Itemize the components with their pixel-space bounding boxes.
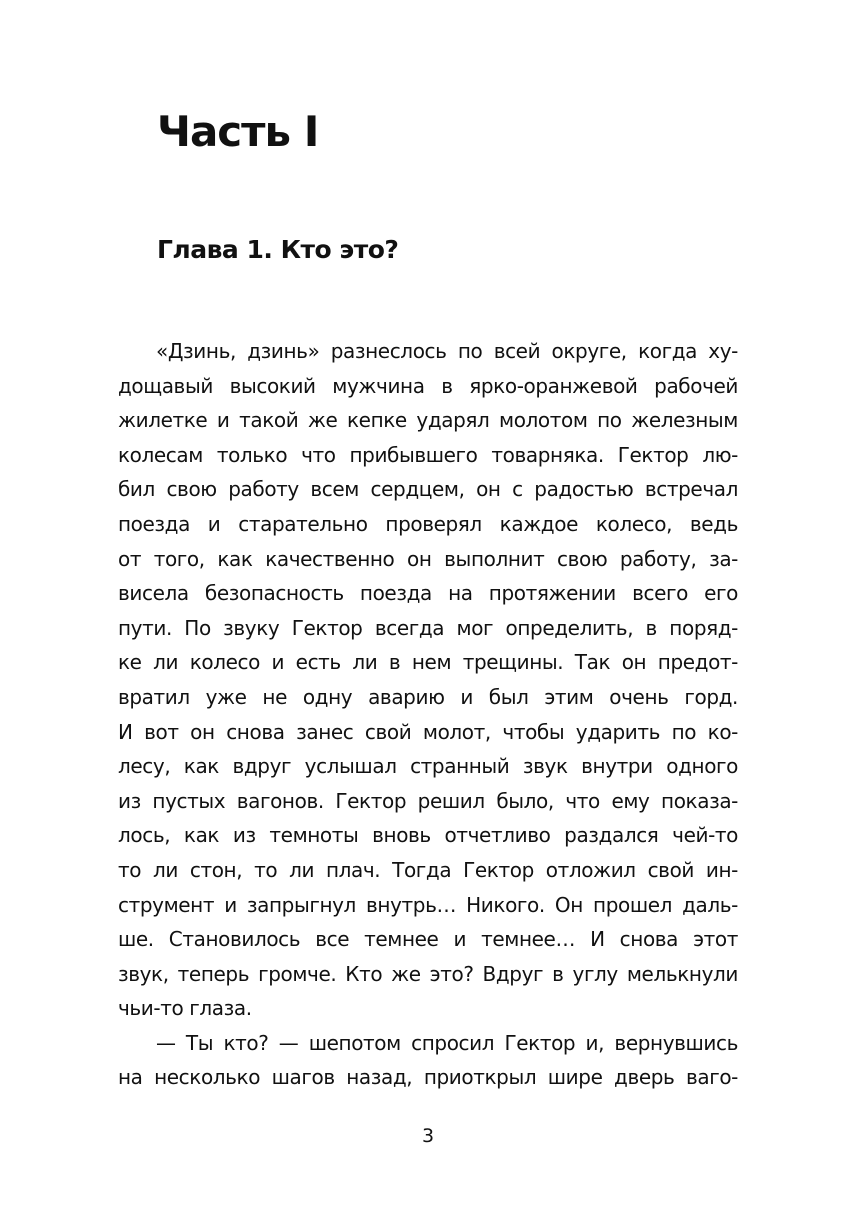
text-line: звук, теперь громче. Кто же это? Вдруг в углу мелькнули bbox=[118, 961, 738, 986]
text-line: лось, как из темноты вновь отчетливо раздался чей-то bbox=[118, 823, 738, 848]
text-line: колесам только что прибывшего товарняка. Гектор лю- bbox=[118, 442, 738, 467]
body-text bbox=[118, 334, 738, 1095]
text-line: бил свою работу всем сердцем, он с радостью встречал bbox=[118, 477, 738, 502]
text-line: пути. По звуку Гектор всегда мог определить, в поряд- bbox=[118, 615, 738, 640]
part-title: Часть I bbox=[157, 107, 319, 156]
text-line: висела безопасность поезда на протяжении всего его bbox=[118, 581, 738, 606]
text-line: жилетке и такой же кепке ударял молотом по железным bbox=[118, 408, 738, 433]
text-line: то ли стон, то ли плач. Тогда Гектор отложил свой ин- bbox=[118, 857, 738, 882]
text-line: дощавый высокий мужчина в ярко-оранжевой рабочей bbox=[118, 373, 738, 398]
chapter-title: Глава 1. Кто это? bbox=[157, 235, 399, 264]
text-line: из пустых вагонов. Гектор решил было, что ему показа- bbox=[118, 788, 738, 813]
text-line: ше. Становилось все темнее и темнее… И снова этот bbox=[118, 927, 738, 952]
text-line: чьи-то глаза. bbox=[118, 996, 252, 1021]
text-line: вратил уже не одну аварию и был этим очень горд. bbox=[118, 684, 738, 709]
text-line: от того, как качественно он выполнит свою работу, за- bbox=[118, 546, 738, 571]
text-line: струмент и запрыгнул внутрь… Никого. Он прошел даль- bbox=[118, 892, 738, 917]
text-line: — Ты кто? — шепотом спросил Гектор и, вернувшись bbox=[156, 1030, 738, 1055]
text-line: лесу, как вдруг услышал странный звук внутри одного bbox=[118, 754, 738, 779]
text-line: ке ли колесо и есть ли в нем трещины. Так он предот- bbox=[118, 650, 738, 675]
text-line: И вот он снова занес свой молот, чтобы ударить по ко- bbox=[118, 719, 738, 744]
page-number: 3 bbox=[421, 1125, 435, 1147]
text-line: на несколько шагов назад, приоткрыл шире дверь ваго- bbox=[118, 1065, 738, 1090]
text-line: «Дзинь, дзинь» разнеслось по всей округе, когда ху- bbox=[156, 339, 738, 363]
text-line: поезда и старательно проверял каждое колесо, ведь bbox=[118, 511, 738, 536]
